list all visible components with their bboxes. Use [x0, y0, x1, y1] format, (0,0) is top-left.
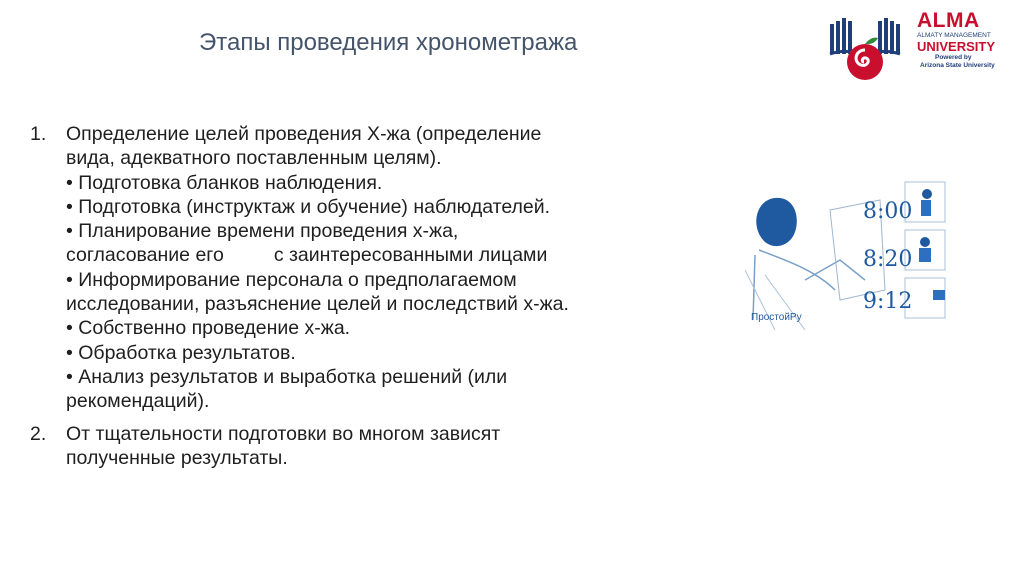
list-number: 2. [30, 422, 47, 445]
slide-title: Этапы проведения хронометража [199, 29, 578, 56]
timekeeping-illustration [745, 180, 975, 330]
list-text-line: полученные результаты. [66, 446, 288, 469]
bullet-text: с заинтересованными лицами [273, 244, 548, 267]
logo-alma: ALMA [917, 9, 980, 32]
bullet-text: согласование его [66, 244, 224, 267]
bullet-continuation: рекомендаций). [66, 390, 210, 413]
list-text-line: От тщательности подготовки во многом зависят [66, 422, 501, 445]
list-item-2 [30, 422, 710, 471]
logo-university: UNIVERSITY [917, 39, 996, 54]
slide-content [30, 122, 710, 470]
list-number: 1. [30, 123, 47, 145]
time-label: 9:12 [863, 289, 913, 314]
book-apple-emblem-icon [826, 10, 916, 86]
list-text-line: вида, адекватного поставленным целям). [66, 147, 442, 170]
time-label: 8:00 [863, 199, 913, 224]
logo-powered-by: Powered by [935, 54, 972, 61]
logo-asu: Arizona State University [920, 62, 995, 69]
bullet-item: • Планирование времени проведения х-жа, [66, 220, 459, 243]
bullet-continuation [66, 243, 710, 267]
list-item-1 [30, 122, 710, 414]
bullet-item: • Собственно проведение х-жа. [66, 317, 351, 340]
time-label: 8:20 [863, 247, 913, 272]
brand-label: ПростойРу [751, 312, 802, 323]
list-text-line: Определение целей проведения Х-жа (определение [66, 123, 542, 145]
bullet-continuation: исследовании, разъяснение целей и последствий х-жа. [66, 293, 569, 316]
logo-text [917, 10, 997, 70]
bullet-item: • Обработка результатов. [66, 341, 296, 364]
numbered-list [30, 122, 710, 470]
logo-subtitle: ALMATY MANAGEMENT [917, 32, 991, 39]
bullet-item: • Подготовка бланков наблюдения. [66, 171, 383, 194]
alma-university-logo [826, 10, 996, 86]
bullet-item: • Анализ результатов и выработка решений (или [66, 365, 508, 388]
bullet-item: • Информирование персонала о предполагаемом [66, 268, 517, 291]
bullet-item: • Подготовка (инструктаж и обучение) наблюдателей. [66, 195, 551, 218]
